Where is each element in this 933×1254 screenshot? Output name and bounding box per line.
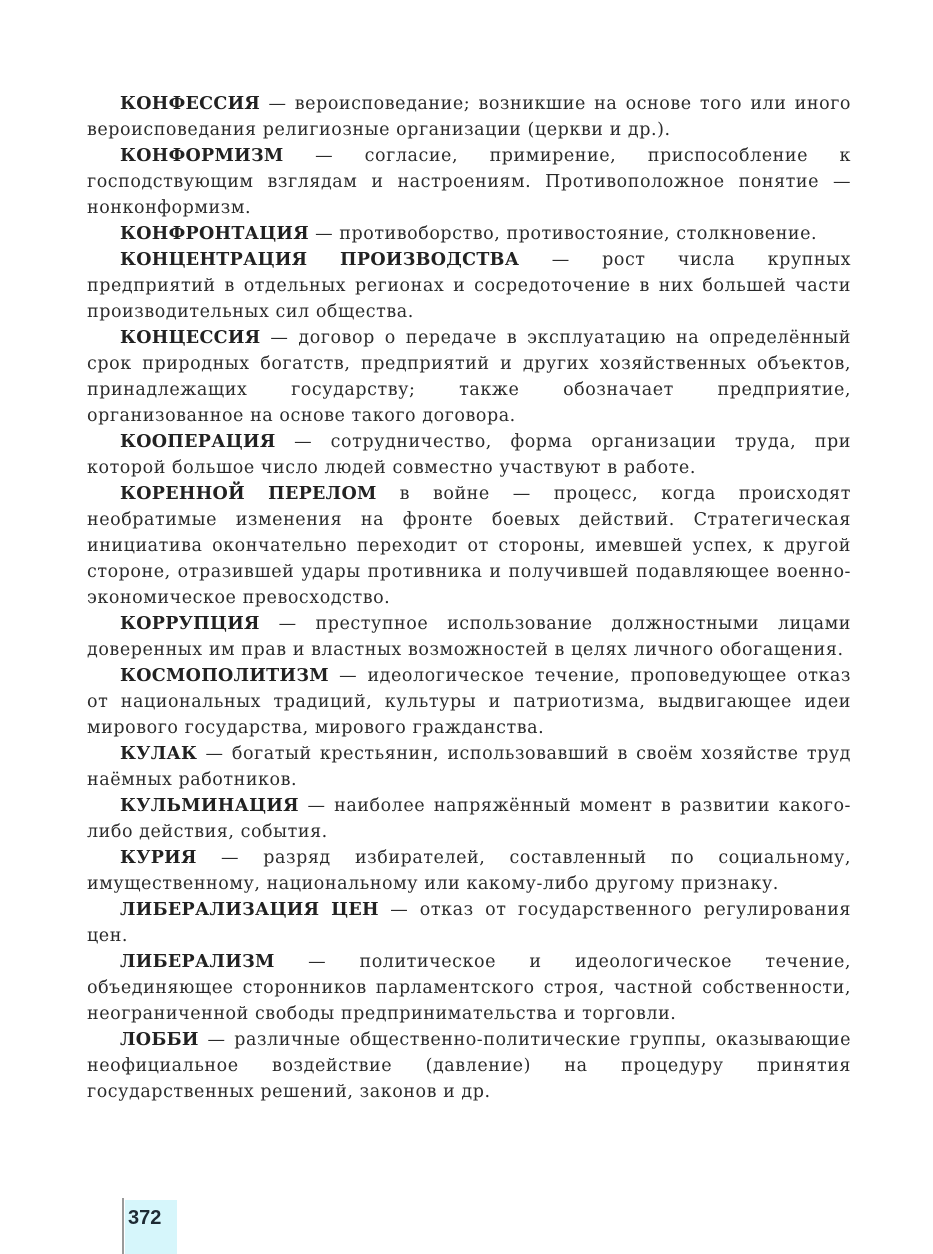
glossary-entry [87,793,851,845]
term: КООПЕРАЦИЯ [120,432,276,452]
term: КОНФЕССИЯ [120,94,261,114]
term: КОНЦЕССИЯ [120,328,261,348]
term: КУЛЬМИНАЦИЯ [120,796,299,816]
term: КОСМОПОЛИТИЗМ [120,666,329,686]
glossary-entry [87,741,851,793]
term: КОРЕННОЙ ПЕРЕЛОМ [120,484,377,504]
definition: — отказ от государственного регулирования цен. [87,900,852,946]
term: КУЛАК [120,744,198,764]
definition: — рост числа крупных предприятий в отдельных регионах и сосредоточение в них большей части производительных сил общества. [87,250,852,322]
glossary-entry [87,897,851,949]
glossary-entry [87,663,851,741]
glossary-entry [87,429,851,481]
definition: — вероисповедание; возникшие на основе того или иного вероисповедания религиозные организации (церкви и др.). [87,94,851,140]
glossary-entry [87,1027,851,1105]
glossary-entry [87,481,851,611]
definition: — различные общественно-политические группы, оказывающие неофициальное воздействие (давление) на процедуру принятия государственных решений, законов и др. [87,1030,851,1102]
definition: — договор о передаче в эксплуатацию на определённый срок природных богатств, предприятий и других хозяйственных объектов, принадлежащих государству; также обозначает предприятие, организованное на основе такого договора. [87,328,851,426]
definition: — идеологическое течение, проповедующее отказ от национальных традиций, культуры и патриотизма, выдвигающее идеи мирового государства, мирового гражданства. [87,666,851,738]
page-number: 372 [128,1207,162,1229]
definition: — разряд избирателей, составленный по социальному, имущественному, национальному или какому-либо другому признаку. [87,848,851,894]
definition: — согласие, примирение, приспособление к господствующим взглядам и настроениям. Противоположное понятие — нонконформизм. [87,146,851,218]
glossary-entry [87,91,851,143]
term: ЛОББИ [120,1030,199,1050]
glossary-entry [87,611,851,663]
definition: — богатый крестьянин, использовавший в своём хозяйстве труд наёмных работников. [87,744,851,790]
term: КОНФРОНТАЦИЯ [120,224,309,244]
glossary-entry [87,845,851,897]
glossary-entry [87,143,851,221]
term: КОНФОРМИЗМ [120,146,284,166]
glossary-entry [87,221,851,247]
definition: — противоборство, противостояние, столкновение. [309,224,818,244]
term: ЛИБЕРАЛИЗАЦИЯ ЦЕН [120,900,379,920]
page-number-rule [122,1198,124,1254]
glossary-text [87,91,851,1105]
term: КОНЦЕНТРАЦИЯ ПРОИЗВОДСТВА [120,250,520,270]
term: КОРРУПЦИЯ [120,614,260,634]
term: ЛИБЕРАЛИЗМ [120,952,275,972]
glossary-entry [87,247,851,325]
definition: в войне — процесс, когда происходят необратимые изменения на фронте боевых действий. Стратегическая инициатива окончательно переходит от стороны, имевшей успех, к другой стороне, отразившей удары противника и получившей подавляющее военно-экономическое превосходство. [87,484,851,608]
definition: — политическое и идеологическое течение, объединяющее сторонников парламентского строя, частной собственности, неограниченной свободы предпринимательства и торговли. [87,952,851,1024]
definition: — преступное использование должностными лицами доверенных им прав и властных возможностей в целях личного обогащения. [87,614,851,660]
definition: — сотрудничество, форма организации труда, при которой большое число людей совместно участвуют в работе. [87,432,851,478]
term: КУРИЯ [120,848,197,868]
glossary-entry [87,325,851,429]
definition: — наиболее напряжённый момент в развитии какого-либо действия, события. [87,796,851,842]
glossary-entry [87,949,851,1027]
